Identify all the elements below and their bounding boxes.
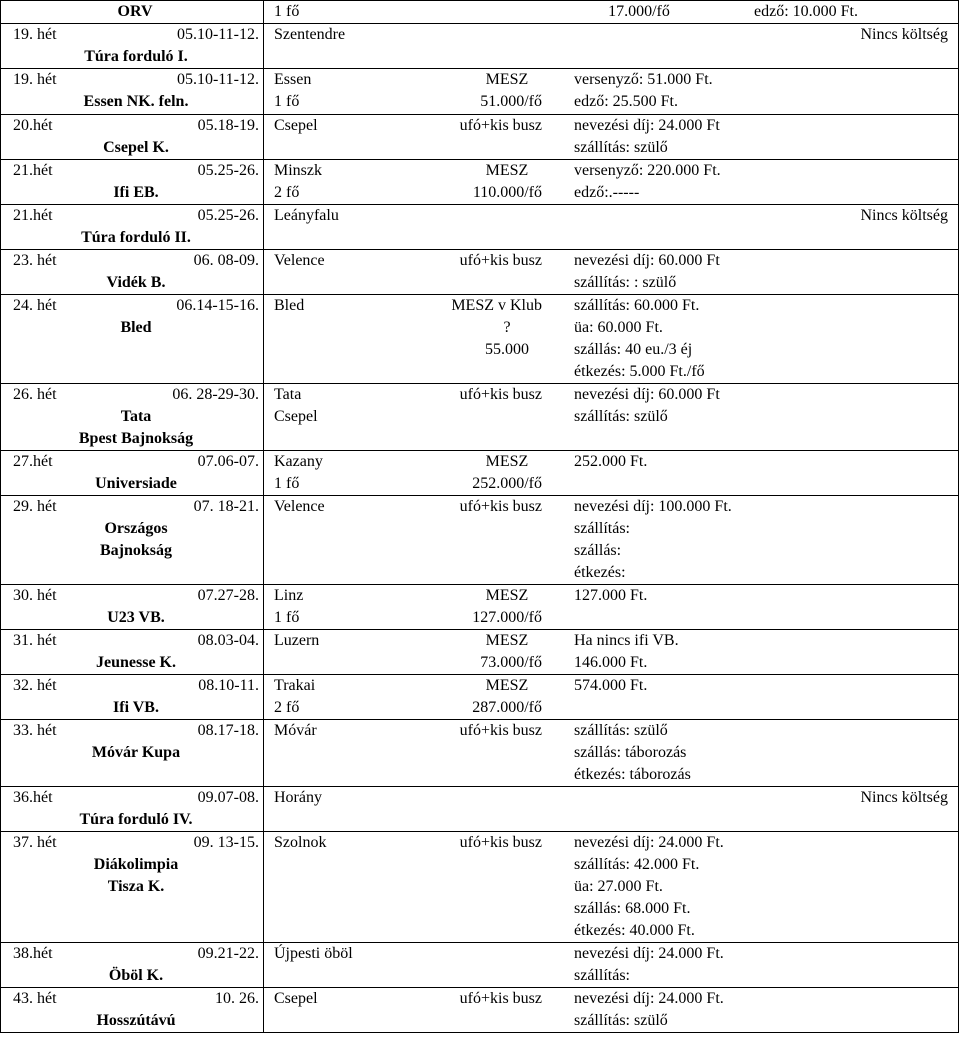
date-label: 05.25-26. — [197, 162, 259, 179]
date-label: 07.06-07. — [197, 453, 259, 470]
transport-info: 252.000/fő — [472, 475, 542, 492]
transport-column — [424, 69, 562, 113]
place-name: Linz — [274, 587, 304, 604]
table-row — [1, 675, 959, 720]
event-cell — [1, 630, 264, 675]
date-label: 09.07-08. — [197, 789, 259, 806]
table-row — [1, 451, 959, 496]
details-cell — [264, 988, 959, 1033]
details-wrap — [274, 496, 954, 584]
transport-info: MESZ v Klub — [451, 297, 542, 314]
notes-column — [562, 675, 954, 719]
place-name: Móvár — [274, 722, 317, 739]
week-date-line — [13, 115, 259, 137]
week-label: 30. hét — [13, 587, 57, 604]
table-row — [1, 988, 959, 1033]
date-label: 05.18-19. — [197, 117, 259, 134]
place-column — [274, 451, 424, 495]
table-row — [1, 115, 959, 160]
event-name: Bpest Bajnokság — [78, 430, 194, 447]
transport-info: MESZ — [485, 677, 529, 694]
event-name: Öböl K. — [108, 967, 164, 984]
place-name: Essen — [274, 71, 312, 88]
details-cell — [264, 832, 959, 943]
place-name: Csepel — [274, 117, 318, 134]
week-label: 24. hét — [13, 297, 57, 314]
week-date-line — [13, 496, 259, 518]
event-name: Ifi VB. — [113, 699, 159, 716]
place-column — [274, 295, 424, 383]
event-name: Móvár Kupa — [91, 744, 181, 761]
cost-note: versenyző: 51.000 Ft. — [574, 71, 713, 88]
cost-note: nevezési díj: 24.000 Ft. — [574, 834, 724, 851]
week-label: 33. hét — [13, 722, 57, 739]
table-row — [1, 295, 959, 384]
week-date-line — [13, 250, 259, 272]
place-name: 1 fő — [274, 93, 300, 110]
details-wrap — [274, 787, 954, 809]
cost-note: szállás: táborozás — [574, 744, 687, 761]
date-label: 06. 28-29-30. — [172, 386, 259, 403]
notes-column — [562, 160, 954, 204]
table-row — [1, 943, 959, 988]
transport-info: ufó+kis busz — [459, 386, 542, 403]
event-cell — [1, 787, 264, 832]
place-name: Csepel — [274, 990, 318, 1007]
table-row — [1, 69, 959, 115]
week-date-line — [13, 720, 259, 742]
event-name: Csepel K. — [103, 139, 169, 156]
transport-info: 287.000/fő — [472, 699, 542, 716]
cost-note: üa: 60.000 Ft. — [574, 319, 663, 336]
week-label: 19. hét — [13, 71, 57, 88]
transport-info: ? — [503, 319, 511, 336]
place-column — [274, 988, 424, 1032]
transport-info: ufó+kis busz — [459, 252, 542, 269]
week-label: 38.hét — [13, 945, 53, 962]
event-name: Bled — [120, 319, 152, 336]
cost-note: 127.000 Ft. — [574, 587, 648, 604]
place-name: 1 fő — [274, 609, 300, 626]
date-label: 06. 08-09. — [193, 252, 259, 269]
transport-column — [424, 585, 562, 629]
table-row — [1, 787, 959, 832]
place-name: Luzern — [274, 632, 320, 649]
cost-note: nevezési díj: 24.000 Ft. — [574, 945, 724, 962]
details-cell — [264, 250, 959, 295]
transport-column — [424, 295, 562, 383]
transport-column — [424, 720, 562, 786]
event-name: Bajnokság — [99, 542, 173, 559]
place-column — [274, 630, 424, 674]
details-cell — [264, 451, 959, 496]
transport-info: ufó+kis busz — [459, 117, 542, 134]
notes-column — [562, 496, 954, 584]
cost-note: edző:.----- — [574, 184, 640, 201]
notes-column — [562, 384, 954, 428]
week-date-line — [13, 205, 259, 227]
cost-note: nevezési díj: 100.000 Ft. — [574, 498, 732, 515]
event-cell — [1, 675, 264, 720]
details-cell — [264, 115, 959, 160]
transport-info: MESZ — [485, 71, 529, 88]
header-row — [1, 1, 959, 24]
cost-note: edző: 25.500 Ft. — [574, 93, 678, 110]
transport-column — [424, 832, 562, 942]
event-cell — [1, 160, 264, 205]
transport-column — [424, 943, 562, 987]
transport-info: ufó+kis busz — [459, 498, 542, 515]
details-cell — [264, 69, 959, 115]
week-date-line — [13, 943, 259, 965]
event-cell — [1, 205, 264, 250]
week-label: 21.hét — [13, 162, 53, 179]
week-date-line — [13, 787, 259, 809]
event-name: Túra forduló II. — [81, 229, 191, 246]
table-row — [1, 832, 959, 943]
date-label: 07.27-28. — [197, 587, 259, 604]
details-wrap — [274, 384, 954, 428]
details-cell — [264, 675, 959, 720]
event-name: Vidék B. — [106, 274, 166, 291]
event-cell — [1, 988, 264, 1033]
notes-column — [562, 69, 954, 113]
place-name: Horány — [274, 789, 322, 806]
cost-note: étkezés: 40.000 Ft. — [574, 922, 695, 939]
cost-note: szállítás: szülő — [574, 139, 668, 156]
date-label: 09. 13-15. — [193, 834, 259, 851]
place-column — [274, 787, 424, 809]
week-label: 26. hét — [13, 386, 57, 403]
details-cell — [264, 160, 959, 205]
event-name: Jeunesse K. — [96, 654, 176, 671]
date-label: 06.14-15-16. — [176, 297, 259, 314]
cost-note: szállás: — [574, 542, 622, 559]
date-label: 05.10-11-12. — [176, 71, 259, 88]
cost-note: szállítás: 60.000 Ft. — [574, 297, 700, 314]
event-name: U23 VB. — [107, 609, 165, 626]
details-wrap — [274, 69, 954, 113]
place-name: Velence — [274, 252, 325, 269]
details-cell — [264, 295, 959, 384]
notes-column — [562, 295, 954, 383]
table-row — [1, 585, 959, 630]
details-cell — [264, 384, 959, 451]
transport-info: MESZ — [485, 587, 529, 604]
transport-column — [424, 630, 562, 674]
notes-column — [562, 832, 954, 942]
header-col1: ORV — [1, 1, 264, 24]
place-column — [274, 720, 424, 786]
place-name: Szolnok — [274, 834, 327, 851]
cost-note: nevezési díj: 60.000 Ft — [574, 386, 720, 403]
details-wrap — [274, 115, 954, 159]
transport-info: 51.000/fő — [480, 93, 542, 110]
header-note: edző: 10.000 Ft. — [754, 3, 858, 20]
table-row — [1, 24, 959, 69]
week-date-line — [13, 451, 259, 473]
details-wrap — [274, 988, 954, 1032]
date-label: 09.21-22. — [197, 945, 259, 962]
event-cell — [1, 384, 264, 451]
cost-note: szállítás: szülő — [574, 408, 668, 425]
week-label: 37. hét — [13, 834, 57, 851]
week-date-line — [13, 69, 259, 91]
details-cell — [264, 496, 959, 585]
details-cell — [264, 630, 959, 675]
table-row — [1, 160, 959, 205]
place-column — [274, 205, 424, 227]
cost-note: étkezés: táborozás — [574, 766, 691, 783]
cost-note: étkezés: 5.000 Ft./fő — [574, 363, 705, 380]
week-label: 27.hét — [13, 453, 53, 470]
transport-info: ufó+kis busz — [459, 722, 542, 739]
table-row — [1, 630, 959, 675]
transport-column — [424, 250, 562, 294]
week-label: 20.hét — [13, 117, 53, 134]
week-date-line — [13, 630, 259, 652]
details-wrap — [274, 630, 954, 674]
place-name: Minszk — [274, 162, 322, 179]
place-name: 1 fő — [274, 475, 300, 492]
cost-note: üa: 27.000 Ft. — [574, 878, 663, 895]
table-row — [1, 250, 959, 295]
place-name: Kazany — [274, 453, 323, 470]
details-cell — [264, 720, 959, 787]
details-wrap — [274, 675, 954, 719]
table-row — [1, 496, 959, 585]
transport-column — [424, 988, 562, 1032]
event-name: Ifi EB. — [113, 184, 159, 201]
details-wrap — [274, 943, 954, 987]
details-wrap — [274, 205, 954, 227]
event-name: Túra forduló I. — [84, 48, 188, 65]
place-name: Velence — [274, 498, 325, 515]
details-wrap — [274, 832, 954, 942]
place-name: Leányfalu — [274, 207, 339, 224]
header-amount: 17.000/fő — [608, 3, 670, 20]
notes-column — [562, 630, 954, 674]
event-name: Essen NK. feln. — [83, 93, 189, 110]
details-wrap — [274, 451, 954, 495]
event-cell — [1, 943, 264, 988]
cost-note: szállás: 68.000 Ft. — [574, 900, 691, 917]
event-cell — [1, 496, 264, 585]
transport-info: 127.000/fő — [472, 609, 542, 626]
transport-info: ufó+kis busz — [459, 990, 542, 1007]
place-name: Újpesti öböl — [274, 945, 353, 962]
notes-column — [562, 451, 954, 495]
week-label: 21.hét — [13, 207, 53, 224]
cost-note: versenyző: 220.000 Ft. — [574, 162, 721, 179]
table-row — [1, 720, 959, 787]
notes-column — [562, 115, 954, 159]
notes-column — [562, 988, 954, 1032]
cost-note: szállítás: — [574, 520, 630, 537]
cost-note: szállás: 40 eu./3 éj — [574, 341, 693, 358]
cost-note: szállítás: szülő — [574, 1012, 668, 1029]
week-date-line — [13, 384, 259, 406]
cost-note: 146.000 Ft. — [574, 654, 648, 671]
place-column — [274, 250, 424, 294]
details-cell — [264, 787, 959, 832]
event-cell — [1, 250, 264, 295]
transport-info: MESZ — [485, 162, 529, 179]
details-wrap — [274, 720, 954, 786]
transport-info: 73.000/fő — [480, 654, 542, 671]
week-label: 31. hét — [13, 632, 57, 649]
date-label: 08.17-18. — [197, 722, 259, 739]
place-name: 2 fő — [274, 184, 300, 201]
week-date-line — [13, 160, 259, 182]
date-label: 07. 18-21. — [193, 498, 259, 515]
date-label: 08.10-11. — [198, 677, 259, 694]
event-name: Országos — [104, 520, 168, 537]
event-name: Tata — [120, 408, 152, 425]
week-date-line — [13, 832, 259, 854]
details-cell — [264, 585, 959, 630]
event-cell — [1, 451, 264, 496]
event-cell — [1, 295, 264, 384]
place-column — [274, 585, 424, 629]
week-date-line — [13, 988, 259, 1010]
event-cell — [1, 585, 264, 630]
event-cell — [1, 832, 264, 943]
transport-info: MESZ — [485, 632, 529, 649]
no-cost-label: Nincs költség — [860, 207, 948, 224]
header-place: 1 fő — [274, 3, 300, 20]
transport-info: ufó+kis busz — [459, 834, 542, 851]
notes-column — [562, 720, 954, 786]
table-row — [1, 205, 959, 250]
date-label: 05.25-26. — [197, 207, 259, 224]
transport-column — [424, 675, 562, 719]
date-label: 05.10-11-12. — [176, 26, 259, 43]
place-name: Tata — [274, 386, 302, 403]
place-column — [274, 832, 424, 942]
transport-column — [424, 384, 562, 428]
week-label: 19. hét — [13, 26, 57, 43]
event-cell — [1, 69, 264, 115]
details-wrap — [274, 295, 954, 383]
week-label: 23. hét — [13, 252, 57, 269]
transport-column — [424, 115, 562, 159]
details-cell — [264, 24, 959, 69]
date-label: 08.03-04. — [197, 632, 259, 649]
notes-column — [562, 250, 954, 294]
cost-note: szállítás: — [574, 967, 630, 984]
header-details — [264, 1, 959, 24]
table-row — [1, 384, 959, 451]
week-label: 43. hét — [13, 990, 57, 1007]
place-column — [274, 69, 424, 113]
no-cost-label: Nincs költség — [860, 789, 948, 806]
transport-column — [424, 451, 562, 495]
place-name: Szentendre — [274, 26, 346, 43]
no-cost-label: Nincs költség — [860, 26, 948, 43]
place-name: Bled — [274, 297, 305, 314]
event-cell — [1, 24, 264, 69]
cost-note: nevezési díj: 24.000 Ft. — [574, 990, 724, 1007]
place-column — [274, 496, 424, 584]
event-name: Tisza K. — [107, 878, 165, 895]
date-label: 10. 26. — [215, 990, 259, 1007]
week-label: 29. hét — [13, 498, 57, 515]
cost-note: étkezés: — [574, 564, 626, 581]
event-name: Diákolimpia — [93, 856, 179, 873]
transport-info: MESZ — [485, 453, 529, 470]
notes-column — [562, 585, 954, 629]
week-date-line — [13, 585, 259, 607]
place-name: Csepel — [274, 408, 318, 425]
place-column — [274, 384, 424, 428]
week-date-line — [13, 24, 259, 46]
transport-info: 110.000/fő — [472, 184, 542, 201]
place-column — [274, 24, 424, 46]
week-date-line — [13, 295, 259, 317]
cost-note: nevezési díj: 24.000 Ft — [574, 117, 720, 134]
details-wrap — [274, 160, 954, 204]
notes-column — [562, 943, 954, 987]
details-wrap — [274, 24, 954, 46]
event-name: Túra forduló IV. — [79, 811, 193, 828]
week-date-line — [13, 675, 259, 697]
week-label: 32. hét — [13, 677, 57, 694]
event-cell — [1, 115, 264, 160]
place-column — [274, 675, 424, 719]
transport-column — [424, 160, 562, 204]
event-name: Universiade — [95, 475, 177, 492]
event-cell — [1, 720, 264, 787]
details-wrap — [274, 585, 954, 629]
cost-note: szállítás: 42.000 Ft. — [574, 856, 700, 873]
event-name: Hosszútávú — [96, 1012, 176, 1029]
place-column — [274, 160, 424, 204]
week-label: 36.hét — [13, 789, 53, 806]
details-cell — [264, 205, 959, 250]
cost-note: szállítás: szülő — [574, 722, 668, 739]
place-name: Trakai — [274, 677, 316, 694]
place-name: 2 fő — [274, 699, 300, 716]
transport-info: 55.000 — [485, 341, 529, 358]
cost-note: 252.000 Ft. — [574, 453, 648, 470]
cost-note: 574.000 Ft. — [574, 677, 648, 694]
details-wrap — [274, 250, 954, 294]
place-column — [274, 943, 424, 987]
details-cell — [264, 943, 959, 988]
transport-column — [424, 496, 562, 584]
cost-note: nevezési díj: 60.000 Ft — [574, 252, 720, 269]
cost-note: szállítás: : szülő — [574, 274, 677, 291]
place-column — [274, 115, 424, 159]
cost-note: Ha nincs ifi VB. — [574, 632, 679, 649]
